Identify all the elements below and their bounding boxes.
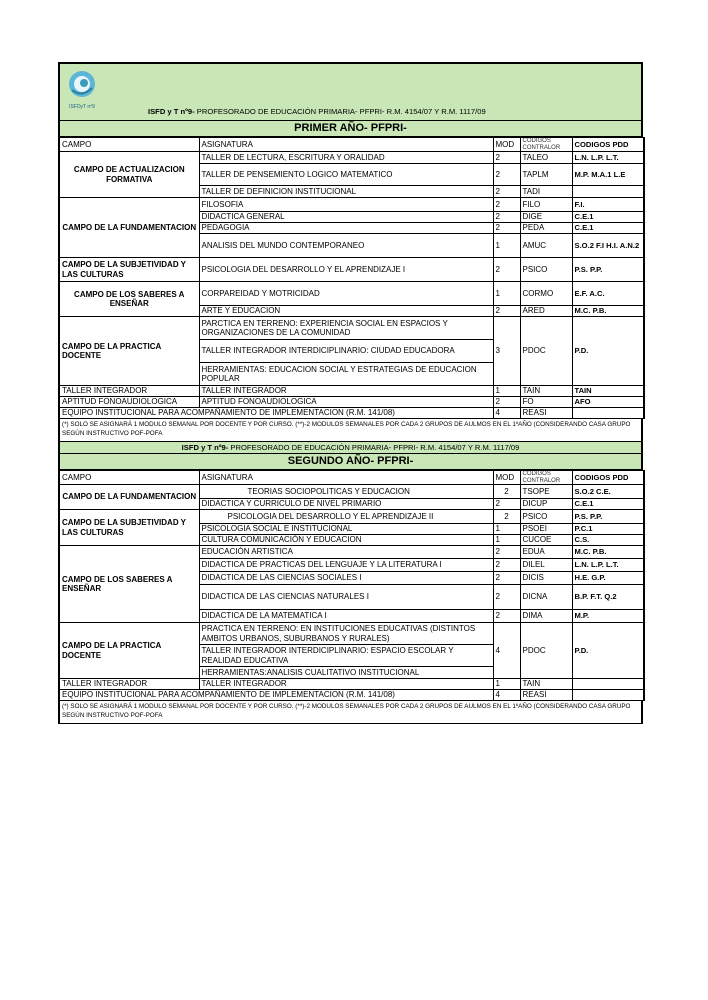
year1-title: PRIMER AÑO- PFPRI-: [58, 121, 643, 137]
table-row: CAMPO DE ACTUALIZACION FORMATIVA TALLER DE LECTURA, ESCRITURA Y ORALIDAD 2 TALEO L.N. L.P. L.T.: [59, 152, 644, 164]
table-row: PEDAGOGIA 2 PEDA C.E.1: [59, 223, 644, 234]
table-row: CAMPO DE LA SUBJETIVIDAD Y LAS CULTURAS PSICOLOGIA DEL DESARROLLO Y EL APRENDIZAJE II 2 PSICO P.S. P.P.: [59, 510, 644, 524]
table-row: ARTE Y EDUCACION 2 ARED M.C. P.B.: [59, 306, 644, 317]
col-codigos-contralor: CODIGOS CONTRALOR: [520, 138, 572, 152]
campo-cell: CAMPO DE LA FUNDAMENTACION: [59, 198, 199, 258]
table-row: TALLER DE DEFINICION INSTITUCIONAL 2 TADI: [59, 186, 644, 198]
table-row: TALLER INTEGRADOR INTERDICIPLINARIO: CIUDAD EDUCADORA: [59, 340, 644, 363]
year2-table: [58, 470, 645, 701]
table-row: TALLER INTEGRADOR TALLER INTEGRADOR 1 TAIN TAIN: [59, 386, 644, 397]
campo-cell: CAMPO DE LOS SABERES A ENSEÑAR: [59, 546, 199, 623]
table-row: ANALISIS DEL MUNDO CONTEMPORANEO 1 AMUC S.O.2 F.I H.I. A.N.2: [59, 234, 644, 258]
table-row: CULTURA COMUNICACIÓN Y EDUCACION 1 CUCOE C.S.: [59, 535, 644, 546]
year2-subtitle: ISFD y T nº9- PROFESORADO DE EDUCACIÓN PRIMARIA- PFPRI- R.M. 4154/07 Y R.M. 1117/09: [58, 442, 643, 454]
table-row: APTITUD FONOAUDIOLOGICA APTITUD FONOAUDIOLOGICA 2 FO AFO: [59, 397, 644, 408]
campo-cell: CAMPO DE ACTUALIZACION FORMATIVA: [59, 152, 199, 198]
table-row: CAMPO DE LA SUBJETIVIDAD Y LAS CULTURAS PSICOLOGIA DEL DESARROLLO Y EL APRENDIZAJE I 2 PSICO P.S. P.P.: [59, 258, 644, 282]
campo-cell: CAMPO DE LA SUBJETIVIDAD Y LAS CULTURAS: [59, 258, 199, 282]
table-row: DIDACTICA DE PRACTICAS DEL LENGUAJE Y LA LITERATURA I 2 DILEL L.N. L.P. L.T.: [59, 559, 644, 572]
table-row: EQUIPO INSTITUCIONAL PARA ACOMPAÑAMIENTO DE IMPLEMENTACION (R.M. 141/08) 4 REASI: [59, 690, 644, 701]
logo-text: ISFDyT nº9: [69, 104, 95, 110]
table-header-row: CAMPO ASIGNATURA MOD CODIGOS CONTRALOR CODIGOS PDD: [59, 471, 644, 485]
year1-footnote: (*) SOLO SE ASIGNARÁ 1 MODULO SEMANAL POR DOCENTE Y POR CURSO. (**)-2 MODULOS SEMANALES POR CADA 2 GRUPOS DE AULMOS EN EL 1ºAÑO (CONSIDERANDO CASA GRUPO SEGÚN INSTRUCTIVO POF-POFA: [58, 419, 643, 442]
year2-title: SEGUNDO AÑO- PFPRI-: [58, 454, 643, 470]
year2-footnote: (*) SOLO SE ASIGNARÁ 1 MODULO SEMANAL POR DOCENTE Y POR CURSO. (**)-2 MODULOS SEMANALES POR CADA 2 GRUPOS DE AULMOS EN EL 1ºAÑO (CONSIDERANDO CASA GRUPO SEGÚN INSTRUCTIVO POF-POFA: [58, 701, 643, 724]
table-row: CAMPO DE LA PRACTICA DOCENTE PARCTICA EN TERRENO: EXPERIENCIA SOCIAL EN ESPACIOS Y ORGANIZACIONES DE LA COMUNIDAD 3 PDOC P.D.: [59, 317, 644, 340]
table-row: DIDACTICA DE LAS CIENCIAS NATURALES I 2 DICNA B.P. F.T. Q.2: [59, 585, 644, 610]
table-row: PSICOLOGIA SOCIAL E INSTITUCIONAL 1 PSOEI P.C.1: [59, 524, 644, 535]
table-row: TALLER INTEGRADOR INTERDICIPLINARIO: ESPACIO ESCOLAR Y REALIDAD EDUCATIVA: [59, 645, 644, 667]
campo-cell: CAMPO DE LA SUBJETIVIDAD Y LAS CULTURAS: [59, 510, 199, 546]
col-mod: MOD: [493, 138, 520, 152]
table-row: CAMPO DE LOS SABERES A ENSEÑAR EDUCACIÓN ARTISTICA 2 EDUA M.C. P.B.: [59, 546, 644, 559]
table-row: CAMPO DE LA FUNDAMENTACION TEORIAS SOCIOPOLITICAS Y EDUCACION 2 TSOPE S.O.2 C.E.: [59, 485, 644, 499]
campo-cell: CAMPO DE LOS SABERES A ENSEÑAR: [59, 282, 199, 317]
col-codigos-pdd: CODIGOS PDD: [572, 138, 644, 152]
col-campo: CAMPO: [59, 138, 199, 152]
campo-cell: CAMPO DE LA FUNDAMENTACION: [59, 485, 199, 510]
table-row: EQUIPO INSTITUCIONAL PARA ACOMPAÑAMIENTO DE IMPLEMENTACION (R.M. 141/08) 4 REASI: [59, 408, 644, 419]
table-row: TALLER INTEGRADOR TALLER INTEGRADOR 1 TAIN: [59, 679, 644, 690]
document-title: ISFD y T nº9- PROFESORADO DE EDUCACIÓN PRIMARIA- PFPRI- R.M. 4154/07 Y R.M. 1117/09: [148, 107, 486, 116]
table-row: DIDACTICA DE LAS CIENCIAS SOCIALES I 2 DICIS H.E. G.P.: [59, 572, 644, 585]
col-asignatura: ASIGNATURA: [199, 138, 493, 152]
table-row: CAMPO DE LOS SABERES A ENSEÑAR CORPAREIDAD Y MOTRICIDAD 1 CORMO E.F. A.C.: [59, 282, 644, 306]
table-row: TALLER DE PENSEMIENTO LOGICO MATEMATICO 2 TAPLM M.P. M.A.1 L.E: [59, 164, 644, 186]
table-row: CAMPO DE LA FUNDAMENTACION FILOSOFIA 2 FILO F.I.: [59, 198, 644, 212]
document-header: [58, 62, 643, 121]
campo-cell: CAMPO DE LA PRACTICA DOCENTE: [59, 317, 199, 386]
institution-logo: [66, 68, 98, 112]
table-row: DIDACTICA Y CURRICULO DE NIVEL PRIMARIO 2 DICUP C.E.1: [59, 499, 644, 510]
table-row: DIDACTICA GENERAL 2 DIGE C.E.1: [59, 212, 644, 223]
table-header-row: [59, 138, 644, 152]
plan-document: [58, 62, 643, 724]
year1-table: [58, 137, 645, 419]
table-row: CAMPO DE LA PRACTICA DOCENTE PRACTICA EN TERRENO: EN INSTITUCIONES EDUCATIVAS (DISTINTOS AMBITOS URBANOS, SUBURBANOS Y RURALES) 4 PDOC P.D.: [59, 623, 644, 645]
table-row: DIDACTICA DE LA MATEMATICA I 2 DIMA M.P.: [59, 610, 644, 623]
table-row: HERRAMIENTAS:ANALISIS CUALITATIVO INSTITUCIONAL: [59, 667, 644, 679]
table-row: HERRAMIENTAS: EDUCACION SOCIAL Y ESTRATEGIAS DE EDUCACION POPULAR: [59, 363, 644, 386]
campo-cell: CAMPO DE LA PRACTICA DOCENTE: [59, 623, 199, 679]
